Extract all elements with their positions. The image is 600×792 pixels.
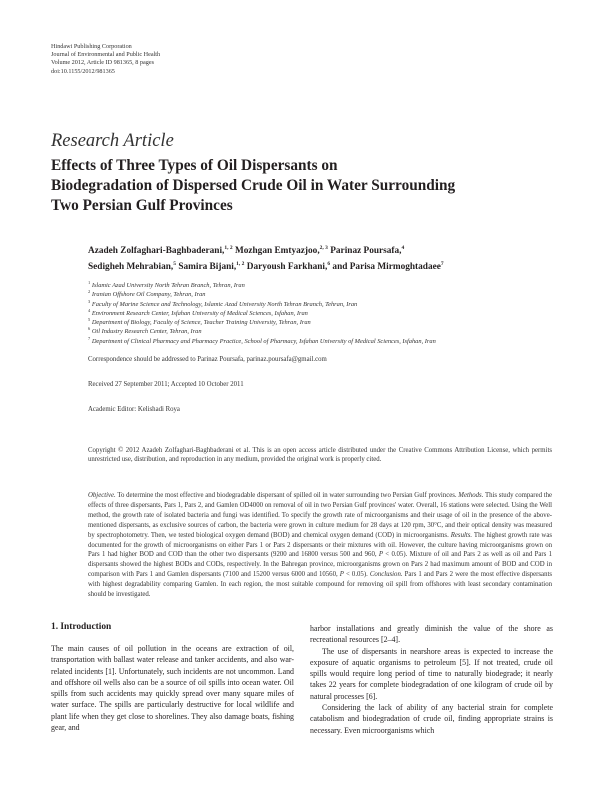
affiliation [88, 300, 436, 309]
affiliation-text: Environment Research Center, Isfahan University of Medical Sciences, Isfahan, Iran [91, 309, 308, 317]
affiliation-num: 1 [88, 279, 91, 285]
received-dates: Received 27 September 2011; Accepted 10 October 2011 [88, 381, 244, 388]
abstract [88, 491, 552, 600]
abstract-methods: This study compared the effects of three dispersants, Pars 1, Pars 2, and Gamlen OD4000 on removal of oil in two Persian Gulf provinces' water. Overall, 16 stations were selected. Using the Well method, the growth rate of isolated bacteria and fungi was identified. To specify the growth rate of microorganisms and their usage of oil in the presence of the above-mentioned dispersants, as exclusive sources of carbon, the bacteria were grown in culture medium for 28 days at 120 rpm, 30°C, and their optical density was measured by spectrophotometry. Then, we tested biological oxygen demand (BOD) and chemical oxygen demand (COD) in microorganisms. [88, 492, 552, 539]
journal-header [51, 43, 160, 76]
affiliation-text: Department of Biology, Faculty of Science, Teacher Training University, Tehran, Iran [91, 319, 311, 327]
affiliation-list [88, 281, 436, 346]
author-affil-ref: 7 [440, 260, 444, 267]
abstract-methods-label: Methods. [458, 492, 484, 499]
author-name: and Parisa Mirmoghtadaee [332, 261, 441, 272]
title-line: Effects of Three Types of Oil Dispersants on [51, 157, 338, 174]
author-affil-ref: 1, 2 [224, 244, 233, 251]
journal-volume: Volume 2012, Article ID 981365, 8 pages [51, 59, 154, 67]
journal-doi[interactable]: doi:10.1155/2012/981365 [51, 67, 115, 75]
abstract-results: The highest growth rate was documented for the growth of microorganisms on either Pars 1 or Pars 2 dispersants or their mixtures with oil. However, the culture having microorganisms grown on Pars 1 had higher BOD and COD than the other two dispersants (9200 and 16800 versus 500 and 960, [88, 531, 553, 559]
body-paragraph: harbor installations and greatly diminish the value of the shore as recreational resources [2–4]. [310, 624, 553, 645]
author-affil-ref: 5 [173, 260, 176, 267]
affiliation-text: Department of Clinical Pharmacy and Pharmacy Practice, School of Pharmacy, Isfahan University of Medical Sciences, Isfahan, Iran [91, 337, 436, 345]
author-affil-ref: 6 [327, 260, 331, 267]
affiliation [88, 318, 436, 327]
author-list [88, 244, 558, 275]
author-name: Parinaz Poursafa, [330, 246, 402, 256]
body-paragraph: The main causes of oil pollution in the oceans are extraction of oil, transportation with ballast water release and tanker accidents, and also war-related incidents [1]. Unfortunately, such incidents are not uncommon. Land and offshore oil wells also can be a source of oil spills into ocean water. Oil spills from such accidents may quickly spread over many square miles of water surface. The spills are particularly destructive for local wildlife and plant life when they get close to shorelines. They also damage boats, fishing gear, and [51, 644, 294, 733]
body-column-left [51, 643, 294, 733]
author-affil-ref: 2, 3 [319, 244, 328, 251]
affiliation-num: 3 [88, 298, 91, 304]
paper-title [51, 156, 571, 216]
author-name: Mozhgan Emtyazjoo, [234, 246, 320, 256]
section-heading-introduction: 1. Introduction [51, 622, 112, 632]
affiliation [88, 337, 436, 346]
title-line: Biodegradation of Dispersed Crude Oil in Water Surrounding [51, 177, 456, 194]
abstract-conclusion-label: Conclusion. [369, 571, 403, 579]
author-name: Samira Bijani, [178, 261, 237, 272]
affiliation-text: Islamic Azad University North Tehran Branch, Tehran, Iran [91, 282, 245, 289]
body-paragraph: Considering the lack of ability of any bacterial strain for complete catabolism and biodegradation of crude oil, finding appropriate strains is necessary. Even microorganisms which [310, 703, 553, 735]
affiliation [88, 309, 436, 318]
affiliation-text: Iranian Offshore Oil Company, Tehran, Iran [91, 291, 206, 299]
p-symbol: P [339, 571, 344, 579]
copyright-notice: Copyright © 2012 Azadeh Zolfaghari-Baghbaderani et al. This is an open access article distributed under the Creative Commons Attribution License, which permits unrestricted use, distribution, and reproduction in any medium, provided the original work is properly cited. [88, 447, 552, 464]
author-line [88, 244, 558, 260]
affiliation [88, 327, 436, 336]
abstract-results: < 0.05). [343, 571, 370, 579]
author-name: Sedigheh Mehrabian, [88, 261, 174, 272]
author-affil-ref: 4 [401, 244, 405, 251]
affiliation-text: Oil Industry Research Center, Tehran, Iran [91, 328, 202, 336]
academic-editor: Academic Editor: Kelishadi Roya [88, 406, 180, 413]
author-name: Azadeh Zolfaghari-Baghbaderani, [88, 246, 225, 256]
body-paragraph: The use of dispersants in nearshore areas is expected to increase the exposure of aquatic organisms to petroleum [5]. If not treated, crude oil spills would require long period of time to naturally biodegrade; it nearly takes 22 years for complete biodegradation of one kilogram of crude oil by natural processes [6]. [310, 646, 553, 701]
abstract-results-label: Results. [450, 531, 473, 539]
affiliation-num: 7 [88, 335, 91, 341]
abstract-objective: To determine the most effective and biodegradable dispersant of spilled oil in water surrounding two Persian Gulf provinces. [115, 492, 459, 499]
p-symbol: P [378, 551, 383, 559]
affiliation-num: 4 [88, 307, 91, 313]
affiliation [88, 290, 436, 299]
article-type: Research Article [51, 131, 174, 151]
abstract-objective-label: Objective. [88, 492, 116, 499]
affiliation-num: 6 [88, 326, 91, 332]
abstract-results: < 0.05). Mixture of oil and Pars 2 as well as oil and Pars 1 dispersants showed the highest BODs and CODs, respectively. In the Bahregan province, microorganisms grown on Pars 2 had maximum amount of BOD and COD in comparison with Pars 1 and Gamlen dispersants (7100 and 15200 versus 6000 and 10560, [88, 551, 552, 579]
affiliation [88, 281, 436, 290]
author-line [88, 260, 558, 276]
affiliation-num: 2 [88, 289, 91, 295]
author-name: Daryoush Farkhani, [246, 261, 328, 272]
author-affil-ref: 1, 2 [236, 260, 245, 267]
correspondence: Correspondence should be addressed to Parinaz Poursafa, parinaz.poursafa@gmail.com [88, 356, 327, 363]
affiliation-num: 5 [88, 317, 91, 323]
abstract-conclusion: Pars 1 and Pars 2 were the most effective dispersants with highest degradability comparing Gamlen. In each region, the most suitable compound for removing oil spill from offshores with least secondary contamination should be investigated. [88, 571, 552, 599]
body-column-right [310, 623, 553, 736]
publisher: Hindawi Publishing Corporation [51, 43, 132, 50]
affiliation-text: Faculty of Marine Science and Technology, Islamic Azad University North Tehran Branch, Tehran, Iran [91, 300, 358, 308]
title-line: Two Persian Gulf Provinces [51, 197, 233, 214]
journal-name: Journal of Environmental and Public Health [51, 51, 161, 59]
